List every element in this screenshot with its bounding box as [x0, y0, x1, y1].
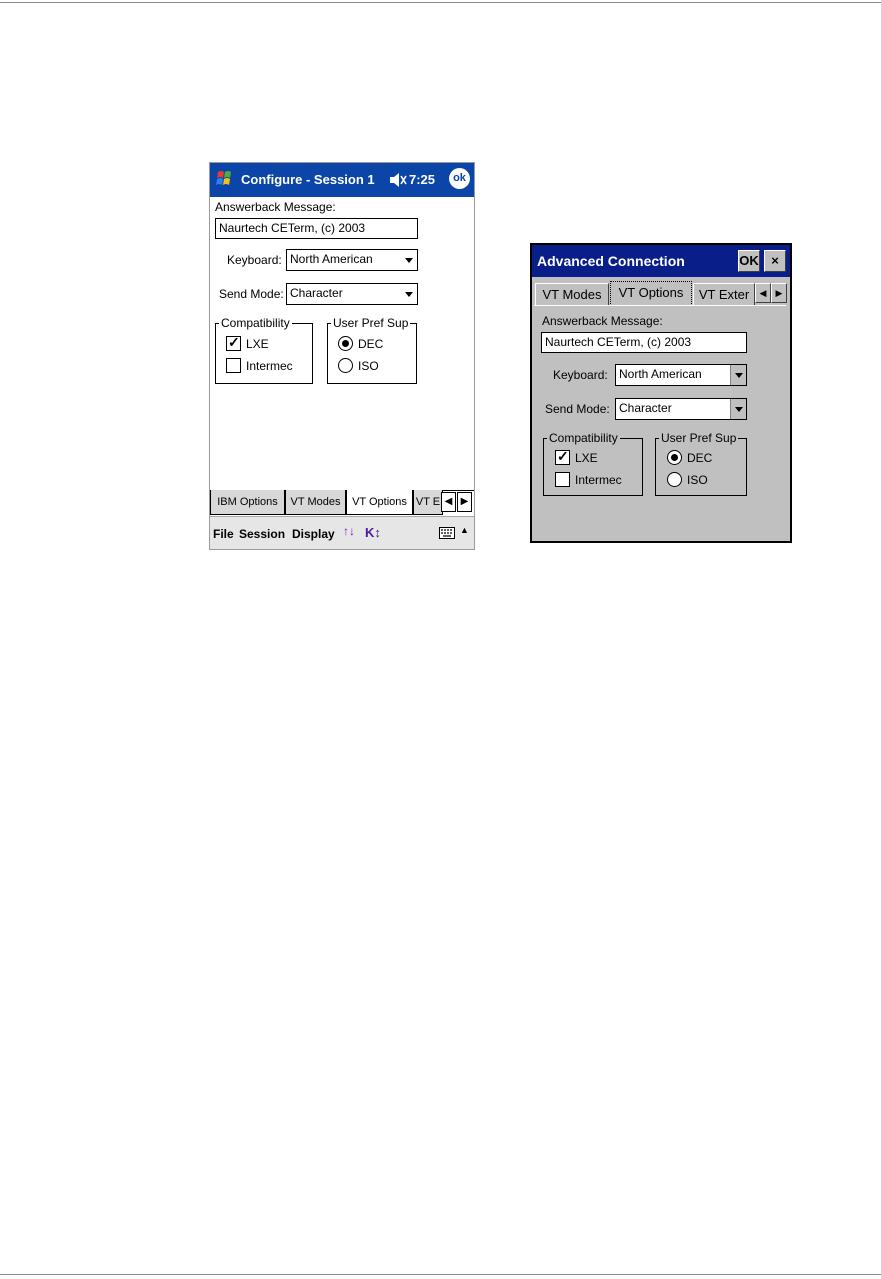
answerback-label: Answerback Message: — [215, 200, 336, 214]
tab-scroll-right-button[interactable]: ▶ — [457, 492, 472, 512]
lxe-checkbox[interactable] — [555, 450, 570, 465]
chevron-down-icon — [735, 407, 743, 412]
speaker-muted-icon[interactable] — [388, 172, 408, 188]
clock-time: 7:25 — [409, 172, 436, 187]
ppc-tab-strip — [210, 490, 474, 515]
send-mode-dropdown-button[interactable] — [730, 399, 746, 419]
ce-tab-strip — [532, 281, 790, 305]
intermec-label: Intermec — [246, 359, 293, 373]
dec-label: DEC — [687, 451, 713, 465]
tab-vt-options[interactable]: VT Options — [346, 490, 413, 515]
ce-title-bar — [532, 245, 790, 277]
radio-dot — [671, 454, 678, 461]
dec-label: DEC — [358, 337, 384, 351]
tab-vt-e[interactable]: VT E — [413, 490, 443, 515]
page-bottom-rule — [0, 1274, 881, 1275]
keyboard-select-value: North American — [619, 367, 702, 381]
tab-scroll-left-button[interactable]: ◀ — [755, 283, 771, 303]
sip-menu-arrow-icon[interactable]: ▲ — [460, 525, 469, 535]
keyboard-select[interactable] — [286, 249, 418, 271]
tab-scroll-right-button[interactable]: ▶ — [771, 283, 787, 303]
send-mode-select[interactable] — [615, 398, 747, 420]
compatibility-group — [215, 316, 313, 384]
keyboard-icon[interactable] — [439, 527, 455, 539]
send-mode-label: Send Mode: — [219, 287, 284, 301]
ppc-title-bar — [210, 163, 474, 197]
ce-window-title: Advanced Connection — [537, 253, 685, 269]
compatibility-group-title: Compatibility — [549, 431, 618, 445]
answerback-input[interactable]: Naurtech CETerm, (c) 2003 — [541, 332, 747, 353]
advanced-connection-dialog — [530, 243, 792, 543]
key-arrows-icon[interactable]: K↕ — [365, 525, 381, 540]
tab-vt-extensions[interactable]: VT Exter — [693, 283, 755, 305]
page-top-rule — [0, 2, 881, 3]
keyboard-select[interactable] — [615, 364, 747, 386]
pocket-pc-configure-window — [209, 162, 475, 550]
intermec-checkbox[interactable] — [226, 358, 241, 373]
ce-close-button[interactable]: × — [764, 250, 786, 272]
chevron-down-icon — [735, 373, 743, 378]
send-mode-select-value: Character — [619, 401, 672, 415]
user-pref-sup-group-title: User Pref Sup — [333, 316, 409, 330]
menu-display[interactable]: Display — [292, 527, 335, 541]
dec-radio[interactable] — [667, 450, 682, 465]
vt-options-panel — [534, 305, 786, 541]
keyboard-dropdown-button[interactable] — [730, 365, 746, 385]
menu-session[interactable]: Session — [239, 527, 286, 541]
keyboard-label: Keyboard: — [553, 368, 608, 382]
tab-vt-modes[interactable]: VT Modes — [535, 283, 609, 305]
iso-radio[interactable] — [338, 358, 353, 373]
ce-ok-button[interactable]: OK — [738, 250, 760, 272]
iso-label: ISO — [358, 359, 379, 373]
ppc-window-title: Configure - Session 1 — [241, 172, 375, 187]
tab-scroll-left-button[interactable]: ◀ — [441, 492, 456, 512]
iso-radio[interactable] — [667, 472, 682, 487]
compatibility-group — [543, 431, 643, 496]
checkmark-icon: ✓ — [228, 334, 240, 350]
chevron-down-icon — [405, 258, 413, 263]
checkmark-icon: ✓ — [557, 448, 569, 464]
answerback-label: Answerback Message: — [542, 314, 663, 328]
lxe-checkbox[interactable] — [226, 336, 241, 351]
intermec-checkbox[interactable] — [555, 472, 570, 487]
ppc-menu-bar — [210, 516, 474, 550]
compatibility-group-title: Compatibility — [221, 316, 290, 330]
windows-flag-icon[interactable] — [212, 166, 238, 192]
keyboard-select-value: North American — [290, 252, 373, 266]
scroll-arrows-icon[interactable]: ↑↓ — [343, 524, 355, 538]
menu-file[interactable]: File — [213, 527, 234, 541]
user-pref-sup-group — [327, 316, 417, 384]
ppc-ok-button[interactable]: ok — [449, 168, 470, 189]
lxe-label: LXE — [575, 451, 598, 465]
lxe-label: LXE — [246, 337, 269, 351]
tab-ibm-options[interactable]: IBM Options — [210, 490, 285, 515]
send-mode-select[interactable] — [286, 283, 418, 305]
send-mode-label: Send Mode: — [545, 402, 610, 416]
intermec-label: Intermec — [575, 473, 622, 487]
chevron-down-icon — [405, 292, 413, 297]
dec-radio[interactable] — [338, 336, 353, 351]
user-pref-sup-group-title: User Pref Sup — [661, 431, 737, 445]
radio-dot — [342, 340, 349, 347]
keyboard-label: Keyboard: — [227, 253, 282, 267]
iso-label: ISO — [687, 473, 708, 487]
tab-vt-modes[interactable]: VT Modes — [285, 490, 346, 515]
tab-vt-options[interactable]: VT Options — [610, 281, 692, 306]
send-mode-select-value: Character — [290, 286, 343, 300]
answerback-input[interactable]: Naurtech CETerm, (c) 2003 — [215, 218, 418, 239]
user-pref-sup-group — [655, 431, 747, 496]
